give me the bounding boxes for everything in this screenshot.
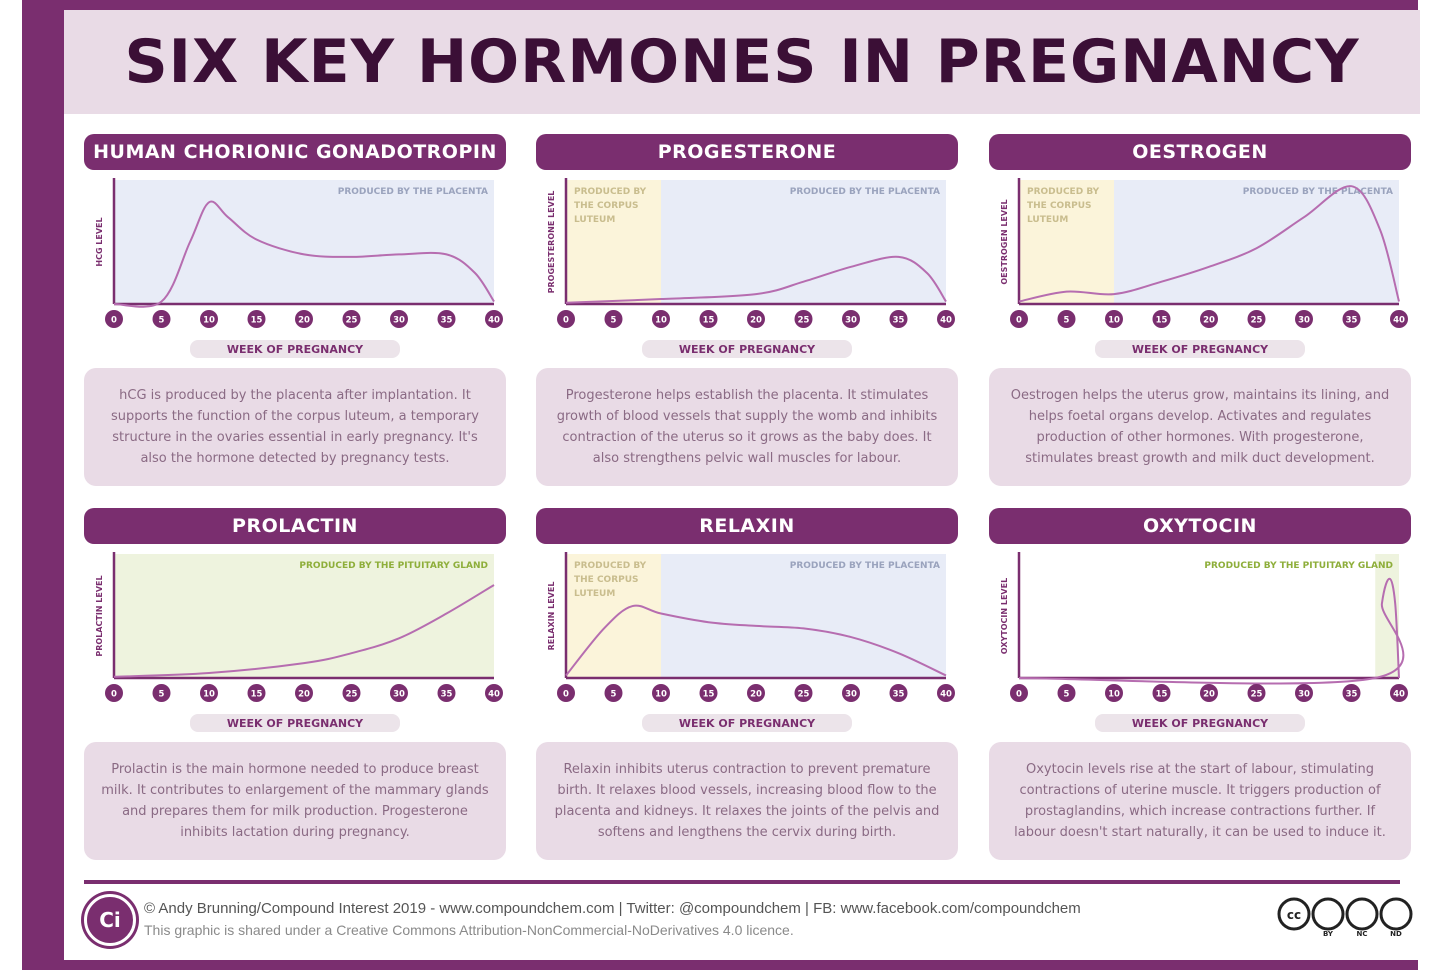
hormone-chart — [84, 548, 506, 708]
week-tick-label: 15 — [702, 689, 715, 700]
week-tick-label: 35 — [1345, 689, 1358, 700]
week-tick-label: 15 — [250, 315, 263, 326]
hormone-chart — [989, 548, 1411, 708]
week-tick-label: 25 — [797, 689, 810, 700]
week-tick-label: 20 — [750, 315, 762, 326]
region-placenta — [661, 180, 946, 304]
region-placenta — [661, 554, 946, 678]
week-tick-label: 35 — [892, 315, 905, 326]
week-tick-label: 20 — [298, 689, 310, 700]
region-label: PRODUCED BY THE PLACENTA — [789, 187, 940, 197]
week-tick-label: 25 — [345, 315, 358, 326]
week-tick-label: 30 — [393, 689, 405, 700]
week-tick-label: 35 — [440, 315, 453, 326]
week-tick-label: 40 — [1393, 689, 1405, 700]
hormone-panel — [536, 134, 958, 486]
week-tick-label: 15 — [250, 689, 263, 700]
week-tick-label: 15 — [1155, 689, 1168, 700]
week-tick-label: 40 — [1393, 315, 1405, 326]
week-tick-label: 10 — [203, 689, 215, 700]
region-label: PRODUCED BY — [574, 187, 647, 197]
hormone-panel — [536, 508, 958, 860]
panel-title: PROLACTIN — [84, 508, 506, 544]
y-axis-label: HCG LEVEL — [95, 217, 104, 267]
hormone-description: Oxytocin levels rise at the start of labour, stimulating contractions of uterine muscle. It triggers production of prostaglandins, which increase contractions further. If labour doesn't start naturally, it can be used to induce it. — [989, 742, 1411, 860]
y-axis-label: OESTROGEN LEVEL — [1000, 199, 1009, 285]
region-label: LUTEUM — [1027, 215, 1069, 225]
region-label: PRODUCED BY THE PITUITARY GLAND — [1204, 561, 1393, 571]
x-axis-label: WEEK OF PREGNANCY — [190, 714, 400, 732]
week-tick-label: 5 — [1063, 689, 1070, 700]
credit-line: © Andy Brunning/Compound Interest 2019 - www.compoundchem.com | Twitter: @compoundchem | FB: www.facebook.com/compoundchem — [144, 900, 1081, 917]
hormone-description: Relaxin inhibits uterus contraction to prevent premature birth. It relaxes blood vessels, increasing blood flow to the placenta and kidneys. It relaxes the joints of the pelvis and softens and lengthens the cervix during birth. — [536, 742, 958, 860]
hormone-panel — [84, 134, 506, 486]
x-axis-label: WEEK OF PREGNANCY — [1095, 714, 1305, 732]
week-tick-label: 5 — [158, 315, 165, 326]
cc-badge-icon — [1313, 899, 1343, 929]
poster-frame — [22, 0, 1418, 970]
week-tick-label: 30 — [1298, 315, 1310, 326]
cc-badge-icon — [1381, 899, 1411, 929]
cc-badge-label: BY — [1322, 930, 1334, 938]
y-axis-label: PROGESTERONE LEVEL — [547, 190, 556, 294]
cc-badge-icon — [1347, 899, 1377, 929]
week-tick-label: 35 — [440, 689, 453, 700]
week-tick-label: 15 — [1155, 315, 1168, 326]
y-axis-label: RELAXIN LEVEL — [547, 581, 556, 651]
week-tick-label: 0 — [111, 689, 117, 700]
x-axis-label: WEEK OF PREGNANCY — [1095, 340, 1305, 358]
week-tick-label: 0 — [1016, 315, 1022, 326]
hormone-description: Prolactin is the main hormone needed to produce breast milk. It contributes to enlargement of the mammary glands and prepares them for milk production. Progesterone inhibits lactation during pregnancy. — [84, 742, 506, 860]
week-tick-label: 25 — [345, 689, 358, 700]
week-tick-label: 5 — [158, 689, 165, 700]
hormone-description: Progesterone helps establish the placenta. It stimulates growth of blood vessels that supply the womb and inhibits contraction of the uterus so it grows as the baby does. It also strengthens pelvic wall muscles for labour. — [536, 368, 958, 486]
week-tick-label: 10 — [655, 689, 667, 700]
region-label: LUTEUM — [574, 589, 616, 599]
hormone-panel — [84, 508, 506, 860]
footer-divider — [84, 880, 1400, 884]
panel-title: PROGESTERONE — [536, 134, 958, 170]
page-title: SIX KEY HORMONES IN PREGNANCY — [124, 27, 1360, 97]
week-tick-label: 0 — [563, 315, 569, 326]
week-tick-label: 30 — [845, 315, 857, 326]
region-label: PRODUCED BY — [1027, 187, 1100, 197]
region-placenta — [1114, 180, 1399, 304]
title-band — [64, 10, 1420, 114]
week-tick-label: 0 — [1016, 689, 1022, 700]
panel-title: OXYTOCIN — [989, 508, 1411, 544]
region-label: PRODUCED BY THE PLACENTA — [789, 561, 940, 571]
week-tick-label: 30 — [393, 315, 405, 326]
y-axis-label: PROLACTIN LEVEL — [95, 575, 104, 657]
region-label: PRODUCED BY THE PITUITARY GLAND — [299, 561, 488, 571]
region-label: LUTEUM — [574, 215, 616, 225]
hormone-chart — [989, 174, 1411, 334]
week-tick-label: 0 — [111, 315, 117, 326]
week-tick-label: 25 — [797, 315, 810, 326]
poster-inner — [64, 10, 1420, 960]
region-pituitary — [114, 554, 494, 678]
week-tick-label: 40 — [488, 689, 500, 700]
hormone-chart — [536, 174, 958, 334]
y-axis-label: OXYTOCIN LEVEL — [1000, 577, 1009, 655]
week-tick-label: 5 — [610, 315, 617, 326]
week-tick-label: 10 — [1108, 315, 1120, 326]
hormone-description: Oestrogen helps the uterus grow, maintains its lining, and helps foetal organs develop. Activates and regulates production of other hormones. With progesterone, stimulates breast growth and milk duct development. — [989, 368, 1411, 486]
region-label: THE CORPUS — [1027, 201, 1092, 211]
x-axis-label: WEEK OF PREGNANCY — [642, 714, 852, 732]
week-tick-label: 30 — [845, 689, 857, 700]
region-label: PRODUCED BY THE PLACENTA — [1242, 187, 1393, 197]
region-label: THE CORPUS — [574, 575, 639, 585]
week-tick-label: 5 — [1063, 315, 1070, 326]
week-tick-label: 20 — [298, 315, 310, 326]
region-placenta — [114, 180, 494, 304]
hormone-level-curve — [1019, 579, 1403, 684]
hormone-panel — [989, 134, 1411, 486]
x-axis-label: WEEK OF PREGNANCY — [190, 340, 400, 358]
hormone-description: hCG is produced by the placenta after implantation. It supports the function of the corpus luteum, a temporary structure in the ovaries essential in early pregnancy. It's also the hormone detected by pregnancy tests. — [84, 368, 506, 486]
week-tick-label: 40 — [940, 689, 952, 700]
panel-title: OESTROGEN — [989, 134, 1411, 170]
week-tick-label: 25 — [1250, 689, 1263, 700]
week-tick-label: 35 — [892, 689, 905, 700]
panel-title: HUMAN CHORIONIC GONADOTROPIN — [84, 134, 506, 170]
week-tick-label: 20 — [1203, 315, 1215, 326]
compound-interest-logo: Ci — [84, 894, 136, 946]
cc-badge-glyph: cc — [1286, 908, 1302, 922]
week-tick-label: 25 — [1250, 315, 1263, 326]
cc-badge-label: ND — [1390, 930, 1402, 938]
region-corpus — [566, 554, 661, 678]
panel-title: RELAXIN — [536, 508, 958, 544]
hormone-panel — [989, 508, 1411, 860]
week-tick-label: 30 — [1298, 689, 1310, 700]
licence-line: This graphic is shared under a Creative Commons Attribution-NonCommercial-NoDerivatives 4.0 licence. — [144, 922, 794, 938]
week-tick-label: 20 — [1203, 689, 1215, 700]
week-tick-label: 40 — [940, 315, 952, 326]
week-tick-label: 15 — [702, 315, 715, 326]
cc-licence-badges — [1274, 894, 1414, 940]
hormone-chart — [84, 174, 506, 334]
region-label: PRODUCED BY — [574, 561, 647, 571]
region-corpus — [1019, 180, 1114, 304]
region-label: THE CORPUS — [574, 201, 639, 211]
region-corpus — [566, 180, 661, 304]
hormone-chart — [536, 548, 958, 708]
week-tick-label: 10 — [1108, 689, 1120, 700]
week-tick-label: 10 — [203, 315, 215, 326]
week-tick-label: 0 — [563, 689, 569, 700]
cc-badge-label: NC — [1356, 930, 1368, 938]
week-tick-label: 40 — [488, 315, 500, 326]
week-tick-label: 10 — [655, 315, 667, 326]
x-axis-label: WEEK OF PREGNANCY — [642, 340, 852, 358]
week-tick-label: 20 — [750, 689, 762, 700]
week-tick-label: 35 — [1345, 315, 1358, 326]
region-label: PRODUCED BY THE PLACENTA — [337, 187, 488, 197]
week-tick-label: 5 — [610, 689, 617, 700]
